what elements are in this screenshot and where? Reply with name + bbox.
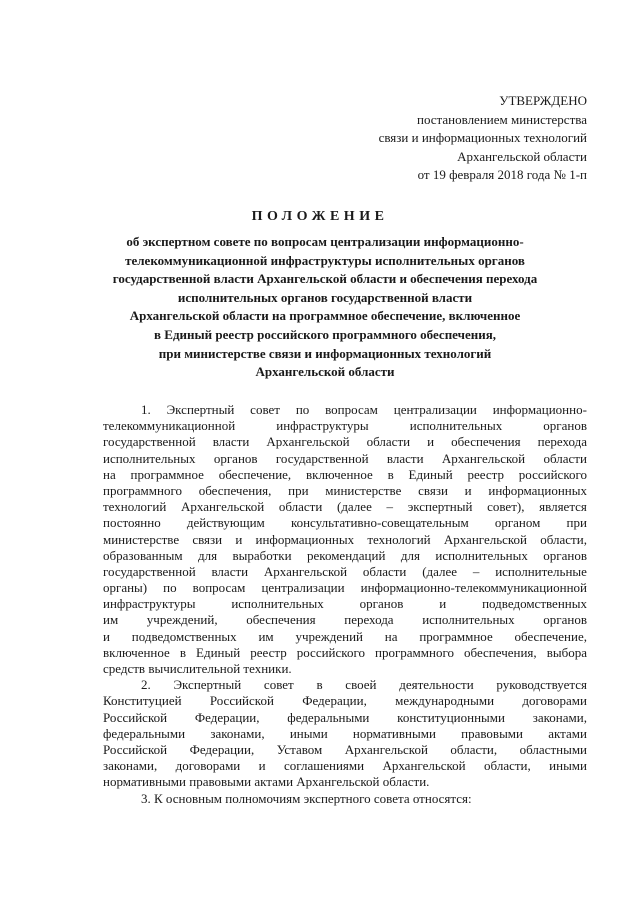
paragraph-1 <box>103 402 587 677</box>
text-line: образованным для выработки рекомендаций для исполнительных органов <box>103 547 587 563</box>
text-line: постоянно действующим консультативно-совещательным органом при <box>103 515 587 531</box>
approval-line: постановлением министерства <box>416 111 587 127</box>
text-line: государственной власти Архангельской области и обеспечения перехода <box>103 434 587 450</box>
subtitle-line: государственной власти Архангельской области и обеспечения перехода <box>112 271 538 287</box>
text-line: включенное в Единый реестр российского программного обеспечения, выбора <box>103 644 587 660</box>
text-line: и подведомственных им учреждений на программное обеспечение, <box>103 628 587 644</box>
text-line: средств вычислительной техники. <box>103 661 292 676</box>
document-body <box>103 402 587 807</box>
subtitle-line: об экспертном совете по вопросам централизации информационно- <box>126 234 524 249</box>
text-line: 2. Экспертный совет в своей деятельности руководствуется <box>141 677 587 693</box>
text-line: исполнительных органов государственной власти Архангельской области <box>103 450 587 466</box>
document-subtitle <box>90 233 560 382</box>
text-line: министерстве связи и информационных технологий Архангельской области, <box>103 531 587 547</box>
text-line: на программное обеспечение, включенное в Единый реестр российского <box>103 466 587 482</box>
text-line: 3. К основным полномочиям экспертного совета относятся: <box>141 790 472 806</box>
subtitle-line: в Единый реестр российского программного обеспечения, <box>154 326 496 342</box>
text-line: технологий Архангельской области (далее – экспертный совет), является <box>103 499 587 515</box>
subtitle-line: телекоммуникационной инфраструктуры исполнительных органов <box>125 252 525 268</box>
text-line: программного обеспечения, при министерстве связи и информационных <box>103 482 587 498</box>
text-line: Конституцией Российской Федерации, международными договорами <box>103 693 587 709</box>
subtitle-line: при министерстве связи и информационных технологий <box>158 345 492 361</box>
text-line: Российской Федерации, Уставом Архангельской области, областными <box>103 741 587 757</box>
paragraph-2 <box>103 677 587 790</box>
text-line: органы) по вопросам централизации информационно-телекоммуникационной <box>103 580 587 596</box>
approval-line: связи и информационных технологий <box>378 130 587 145</box>
text-line: Российской Федерации, федеральными конституционными законами, <box>103 709 587 725</box>
subtitle-line: исполнительных органов государственной власти <box>177 289 473 305</box>
approval-block <box>352 92 587 185</box>
approval-line: от 19 февраля 2018 года № 1-п <box>417 167 587 182</box>
subtitle-line: Архангельской области на программное обеспечение, включенное <box>129 308 521 324</box>
text-line: государственной власти Архангельской области (далее – исполнительные <box>103 563 587 579</box>
approval-line: УТВЕРЖДЕНО <box>499 93 587 108</box>
text-line: федеральными законами, иными нормативными правовыми актами <box>103 725 587 741</box>
paragraph-3 <box>103 791 587 807</box>
text-line: им учреждений, обеспечения перехода исполнительных органов <box>103 612 587 628</box>
text-line: законами, договорами и соглашениями Архангельской области, иными <box>103 758 587 774</box>
text-line: телекоммуникационной инфраструктуры исполнительных органов <box>103 418 587 434</box>
text-line: 1. Экспертный совет по вопросам централизации информационно- <box>141 402 587 417</box>
text-line: нормативными правовыми актами Архангельской области. <box>103 774 430 790</box>
text-line: инфраструктуры исполнительных органов и подведомственных <box>103 596 587 612</box>
subtitle-line: Архангельской области <box>255 364 395 380</box>
approval-line: Архангельской области <box>457 148 587 164</box>
document-title: ПОЛОЖЕНИЕ <box>251 209 389 224</box>
